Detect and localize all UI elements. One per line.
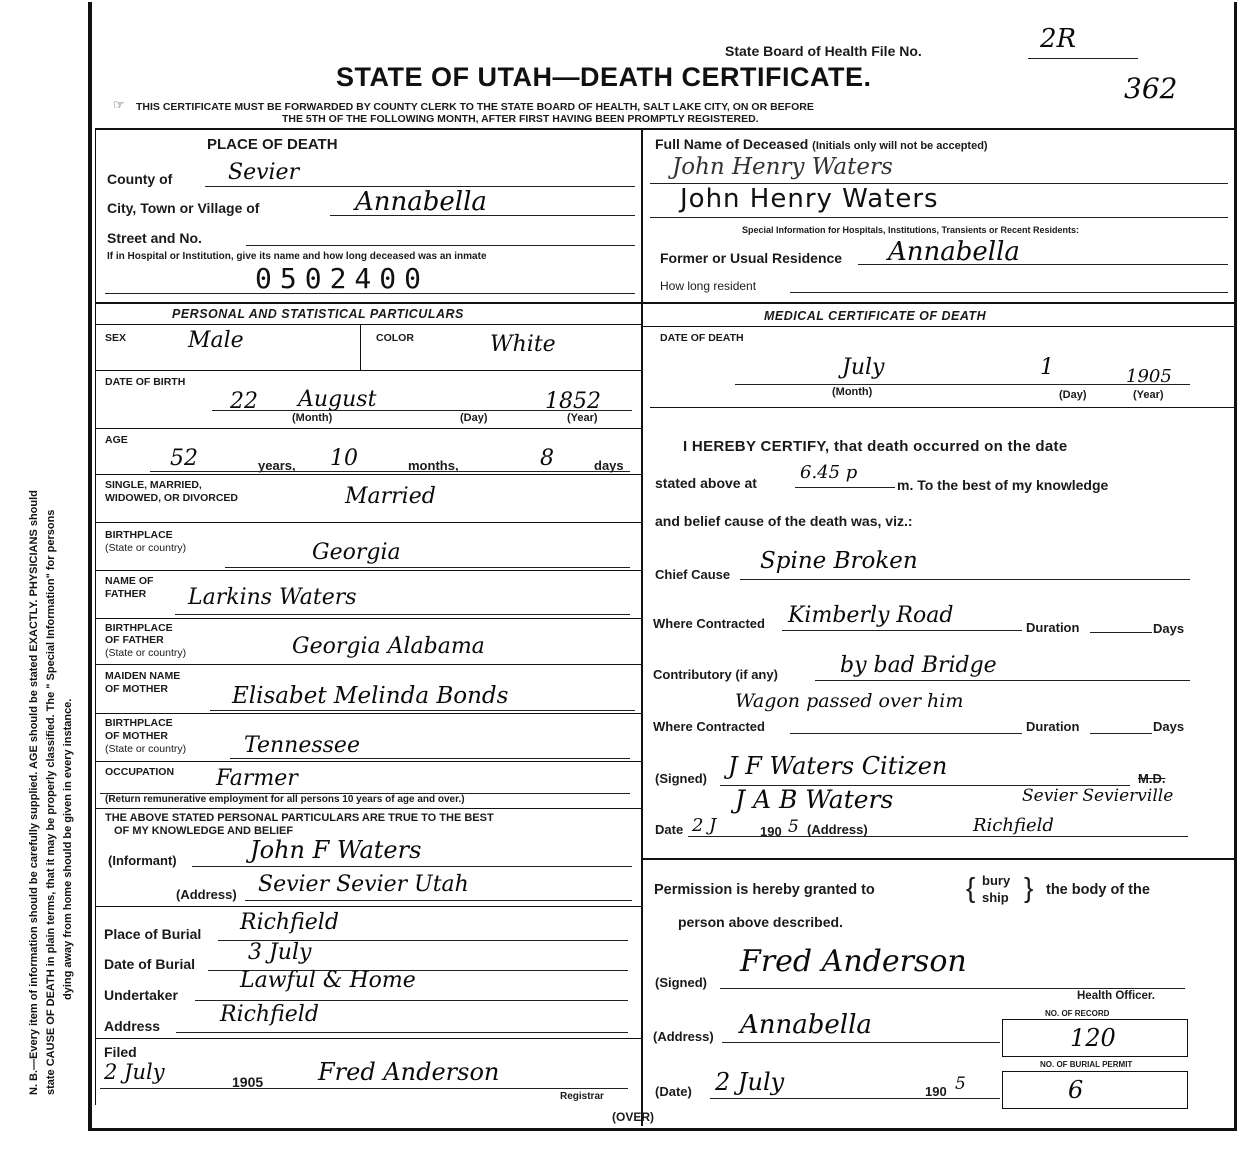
medical-heading-rule xyxy=(643,326,1234,327)
medical-date-line xyxy=(688,836,1188,837)
medical-signed-value: J F Waters Citizen xyxy=(728,752,948,780)
permission-address-line xyxy=(722,1042,1000,1043)
place-of-death-heading: PLACE OF DEATH xyxy=(207,136,338,153)
undertaker-value: Lawful & Home xyxy=(240,968,416,993)
death-date-label: DATE OF DEATH xyxy=(660,332,744,344)
record-number: 362 xyxy=(1124,72,1178,105)
marital-value: Married xyxy=(345,484,436,509)
filed-date: 2 July xyxy=(104,1060,165,1084)
duration2-line xyxy=(1090,733,1152,734)
page-left-border xyxy=(88,2,92,1130)
attest-line1: THE ABOVE STATED PERSONAL PARTICULARS ARE TRUE TO THE BEST xyxy=(105,812,494,824)
file-no-line xyxy=(1028,58,1138,59)
chief-cause-line xyxy=(740,579,1190,580)
burial-place-value: Richfield xyxy=(240,910,339,935)
bury-label: bury xyxy=(982,873,1011,888)
registrar-label: Registrar xyxy=(560,1091,604,1102)
medical-date-year-prefix: 190 xyxy=(760,824,782,839)
mother-bp-line xyxy=(230,758,630,759)
informant-address-value: Sevier Sevier Utah xyxy=(258,872,469,897)
burial-date-label: Date of Burial xyxy=(104,956,196,972)
hospital-note: If in Hospital or Institution, give its name and how long deceased was an inmate xyxy=(107,251,487,262)
age-label: AGE xyxy=(105,434,128,446)
instruction-line1: THIS CERTIFICATE MUST BE FORWARDED BY COUNTY CLERK TO THE STATE BOARD OF HEALTH, SALT LAKE CITY, ON OR BEFORE xyxy=(136,101,814,113)
city-value: Annabella xyxy=(355,187,487,217)
mother-bp-value: Tennessee xyxy=(244,733,360,758)
informant-line xyxy=(192,866,632,867)
dob-label: DATE OF BIRTH xyxy=(105,376,186,388)
death-time: 6.45 p xyxy=(800,462,858,483)
duration-label: Duration xyxy=(1026,620,1080,635)
sex-value: Male xyxy=(188,328,244,353)
death-month-caption: (Month) xyxy=(832,386,873,398)
certify-line2b: m. To the best of my knowledge xyxy=(897,477,1109,493)
header-rule xyxy=(95,128,1235,130)
marital-label2: WIDOWED, OR DIVORCED xyxy=(105,492,238,504)
dob-year-caption: (Year) xyxy=(567,412,598,424)
city-label: City, Town or Village of xyxy=(107,200,260,216)
permission-year-value: 5 xyxy=(955,1074,966,1094)
permission-signed-label: (Signed) xyxy=(655,975,707,990)
death-year: 1905 xyxy=(1126,366,1172,387)
burial-permit-box xyxy=(1002,1071,1188,1109)
filed-year: 1905 xyxy=(232,1074,264,1090)
how-long-line xyxy=(790,292,1228,293)
page-right-border xyxy=(1234,2,1237,1130)
death-day: 1 xyxy=(1040,355,1054,380)
color-value: White xyxy=(490,332,556,357)
color-label: COLOR xyxy=(376,332,414,344)
duration2-days-label: Days xyxy=(1153,719,1185,734)
father-value: Larkins Waters xyxy=(188,585,357,610)
contributory-line xyxy=(815,680,1190,681)
special-info: Special Information for Hospitals, Institutions, Transients or Recent Residents: xyxy=(742,225,1080,235)
burial-address-value: Richfield xyxy=(220,1002,319,1027)
death-year-caption: (Year) xyxy=(1133,389,1164,401)
street-line xyxy=(246,245,635,246)
occupation-label: OCCUPATION xyxy=(105,766,175,778)
medical-address-value: Richfield xyxy=(973,815,1054,836)
permission-date-line xyxy=(710,1098,1000,1099)
birthplace-value: Georgia xyxy=(312,540,401,565)
chief-cause-label: Chief Cause xyxy=(655,567,731,582)
place-bottom-rule xyxy=(95,302,641,304)
death-date-line xyxy=(735,384,1190,385)
filed-line xyxy=(100,1088,628,1089)
certify-line2a: stated above at xyxy=(655,475,757,491)
dob-line xyxy=(212,410,632,411)
deceased-name-print: John Henry Waters xyxy=(680,184,939,214)
permission-text3: person above described. xyxy=(678,914,843,930)
mother-label1: MAIDEN NAME xyxy=(105,670,181,682)
father-bp-label2: OF FATHER xyxy=(105,634,164,646)
deceased-name-label xyxy=(655,136,988,152)
dob-month: August xyxy=(298,387,377,412)
personal-heading: PERSONAL AND STATISTICAL PARTICULARS xyxy=(172,307,464,321)
filed-signature: Fred Anderson xyxy=(318,1058,500,1086)
permission-text2: the body of the xyxy=(1046,882,1150,898)
street-label: Street and No. xyxy=(107,230,202,246)
page-bottom-border xyxy=(88,1128,1237,1131)
birthplace-row-rule xyxy=(95,570,641,571)
days-word: days xyxy=(594,458,624,473)
record-no-label: NO. OF RECORD xyxy=(1045,1009,1110,1018)
permission-signed-value: Fred Anderson xyxy=(740,944,967,979)
permission-date-label: (Date) xyxy=(655,1084,692,1099)
mother-label2: OF MOTHER xyxy=(105,683,168,695)
father-label1: NAME OF xyxy=(105,575,154,587)
certificate-title: STATE OF UTAH—DEATH CERTIFICATE. xyxy=(336,62,872,92)
bury-brace-left: { xyxy=(966,872,976,903)
where-contracted-value: Kimberly Road xyxy=(788,603,954,628)
mother-row-rule xyxy=(95,713,641,714)
record-no-value: 120 xyxy=(1070,1024,1116,1052)
permission-address-label: (Address) xyxy=(653,1029,714,1044)
birthplace-label1: BIRTHPLACE xyxy=(105,529,173,541)
name-label-text: Full Name of Deceased xyxy=(655,136,809,152)
undertaker-label: Undertaker xyxy=(104,987,178,1003)
medical-signed2-extra: Sevier Sevierville xyxy=(1022,786,1174,806)
death-month: July xyxy=(842,355,885,380)
marital-row-rule xyxy=(95,522,641,523)
dob-month-caption: (Month) xyxy=(292,412,333,424)
medical-signed-label: (Signed) xyxy=(655,771,707,786)
mother-bp-label2: OF MOTHER xyxy=(105,730,168,742)
mother-line xyxy=(210,710,635,711)
county-value: Sevier xyxy=(228,160,300,185)
occupation-value: Farmer xyxy=(216,766,298,791)
sex-label: SEX xyxy=(105,332,127,344)
father-row-rule xyxy=(95,618,641,619)
age-line xyxy=(150,471,630,472)
dob-row-rule xyxy=(95,428,641,429)
residence-value: Annabella xyxy=(888,237,1020,267)
mother-bp-row-rule xyxy=(95,761,641,762)
name-line2 xyxy=(650,217,1228,218)
duration2-label: Duration xyxy=(1026,719,1080,734)
death-time-line xyxy=(795,487,895,488)
death-date-rule xyxy=(650,407,1234,408)
burial-bottom-rule xyxy=(95,1038,641,1039)
how-long-label: How long resident xyxy=(660,279,757,293)
instruction-line2: THE 5TH OF THE FOLLOWING MONTH, AFTER FIRST HAVING BEEN PROMPTLY REGISTERED. xyxy=(282,113,759,125)
bury-brace-right: } xyxy=(1024,872,1034,903)
contributory-label: Contributory (if any) xyxy=(653,667,778,682)
duration-days-label: Days xyxy=(1153,621,1185,636)
permission-date-value: 2 July xyxy=(715,1068,785,1096)
father-label2: FATHER xyxy=(105,588,147,600)
over-label: (OVER) xyxy=(612,1110,654,1124)
attest-line2: OF MY KNOWLEDGE AND BELIEF xyxy=(114,825,294,837)
where-contracted2-label: Where Contracted xyxy=(653,719,765,734)
permission-year-prefix: 190 xyxy=(925,1084,947,1099)
medical-address-label: (Address) xyxy=(807,822,868,837)
permission-address-value: Annabella xyxy=(740,1010,872,1040)
father-line xyxy=(175,614,630,615)
sex-row-rule xyxy=(95,370,641,371)
health-officer-label: Health Officer. xyxy=(1077,990,1155,1002)
county-label: County of xyxy=(107,171,173,187)
age-months: 10 xyxy=(330,446,358,471)
informant-row-rule xyxy=(95,906,641,907)
mother-bp-label1: BIRTHPLACE xyxy=(105,717,173,729)
months-word: months, xyxy=(408,458,459,473)
birthplace-line xyxy=(225,567,630,568)
burial-place-label: Place of Burial xyxy=(104,926,202,942)
years-word: years, xyxy=(258,458,296,473)
medical-date-value: 2 J xyxy=(692,815,717,836)
contributory-value: by bad Bridge xyxy=(840,653,997,678)
dob-day-caption: (Day) xyxy=(460,412,488,424)
where-contracted2-line xyxy=(790,733,1022,734)
informant-address-line xyxy=(245,900,632,901)
medical-heading: MEDICAL CERTIFICATE OF DEATH xyxy=(764,309,987,323)
filed-label: Filed xyxy=(104,1044,137,1060)
occupation-note: (Return remunerative employment for all persons 10 years of age and over.) xyxy=(105,794,465,805)
name-note-text: (Initials only will not be accepted) xyxy=(812,140,988,152)
informant-value: John F Waters xyxy=(250,836,422,864)
undertaker-line xyxy=(195,1000,628,1001)
file-no-value: 2R xyxy=(1040,24,1077,54)
sex-color-divider xyxy=(360,325,361,371)
chief-cause-value: Spine Broken xyxy=(760,548,918,574)
where-contracted-line xyxy=(782,630,1022,631)
stamp-line xyxy=(105,293,635,294)
medical-signed2-value: J A B Waters xyxy=(735,785,894,814)
certify-line3: and belief cause of the death was, viz.: xyxy=(655,513,913,529)
where-contracted-label: Where Contracted xyxy=(653,616,765,631)
column-divider xyxy=(641,130,643,1126)
md-label: M.D. xyxy=(1138,771,1166,786)
burial-address-line xyxy=(176,1032,628,1033)
mother-value: Elisabet Melinda Bonds xyxy=(232,683,509,709)
file-no-label: State Board of Health File No. xyxy=(725,43,922,59)
burial-permit-value: 6 xyxy=(1068,1076,1084,1104)
informant-address-label: (Address) xyxy=(176,887,237,902)
informant-label: (Informant) xyxy=(108,853,177,868)
pointing-hand-icon: ☞ xyxy=(113,97,125,112)
medical-bottom-rule xyxy=(643,858,1234,860)
residence-label: Former or Usual Residence xyxy=(660,250,843,266)
certify-line1: I HEREBY CERTIFY, that death occurred on the date xyxy=(683,438,1068,455)
medical-date-year: 5 xyxy=(788,817,799,837)
side-note-line3: dying away from home should be given in every instance. xyxy=(62,698,74,1000)
burial-address-label: Address xyxy=(104,1018,161,1034)
ship-label: ship xyxy=(982,890,1009,905)
medical-date-label: Date xyxy=(655,822,684,837)
birthplace-label2: (State or country) xyxy=(105,542,187,554)
permission-text1: Permission is hereby granted to xyxy=(654,882,875,898)
age-row-rule xyxy=(95,474,641,475)
deceased-bottom-rule xyxy=(643,302,1234,304)
death-day-caption: (Day) xyxy=(1059,389,1087,401)
side-note-line2: state CAUSE OF DEATH in plain terms, that it may be properly classified. The " Special Information" for persons xyxy=(45,509,57,1095)
permission-signed-line xyxy=(720,988,1185,989)
age-years: 52 xyxy=(170,446,198,471)
father-bp-label1: BIRTHPLACE xyxy=(105,622,173,634)
age-days: 8 xyxy=(540,446,554,471)
dob-day: 22 xyxy=(230,389,258,414)
marital-label1: SINGLE, MARRIED, xyxy=(105,479,202,491)
stamp-number: 0502400 xyxy=(255,262,430,295)
duration-line xyxy=(1090,632,1152,633)
burial-permit-label: NO. OF BURIAL PERMIT xyxy=(1040,1060,1133,1069)
occupation-row-rule xyxy=(95,808,641,809)
mother-bp-label3: (State or country) xyxy=(105,743,187,755)
dob-year: 1852 xyxy=(545,389,601,414)
side-note-line1: N. B.—Every item of information should be carefully supplied. AGE should be stated EXACTLY. PHYSICIANS should xyxy=(28,490,40,1095)
personal-heading-rule xyxy=(95,324,641,325)
father-bp-row-rule xyxy=(95,664,641,665)
father-bp-value: Georgia Alabama xyxy=(292,634,485,659)
contributory-value2: Wagon passed over him xyxy=(735,690,964,712)
deceased-name-script: John Henry Waters xyxy=(672,154,893,180)
father-bp-label3: (State or country) xyxy=(105,647,187,659)
burial-date-value: 3 July xyxy=(248,940,312,965)
